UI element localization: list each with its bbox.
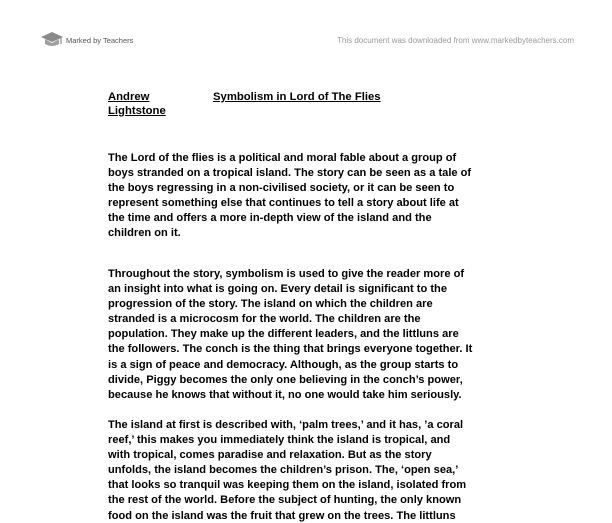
text-line: because he knows that without it, no one would take him seriously. [108, 388, 462, 401]
author-first-name: Andrew [108, 91, 150, 103]
text-line: the boys regressing in a non-civilised society, or it can be seen to [108, 182, 455, 195]
paragraph-symbolism [108, 267, 516, 403]
text-line: the rest of the world. Before the subject of hunting, the only known [108, 494, 462, 507]
text-line: The island at first is described with, ‘palm trees,’ and it has, ’a coral [108, 419, 464, 431]
text-line: divide, Piggy becomes the only one believing in the conch’s power, [108, 373, 463, 386]
text-line: the time and offers a more in-depth view of the island and the [108, 212, 432, 225]
text-line: is a sign of peace and democracy. Although, as the group starts to [108, 358, 459, 371]
text-line: that looks so tranquil was keeping them on the island, isolated from [108, 479, 467, 492]
text-line: food on the island was the fruit that grew on the trees. The littluns [108, 509, 456, 522]
text-line: The Lord of the flies is a political and moral fable about a group of [108, 152, 457, 164]
text-line: children on it. [108, 227, 181, 240]
author-name [108, 90, 178, 118]
text-line: population. They make up the different leaders, and the littluns are [108, 328, 459, 341]
document-header [108, 90, 528, 120]
text-line: an insight into what is going on. Every detail is significant to the [108, 283, 448, 296]
text-line: Throughout the story, symbolism is used to give the reader more of [108, 268, 465, 280]
text-line: stranded is a microcosm for the world. The children are the [108, 313, 421, 326]
text-line: with tropical, comes paradise and relaxation. But as the story [108, 449, 432, 462]
text-line: represent something else that continues to tell a story about life at [108, 197, 459, 210]
author-last-name: Lightstone [108, 105, 166, 117]
paragraph-intro [108, 151, 516, 242]
graduation-cap-icon [40, 31, 64, 49]
text-line: boys stranded on a tropical island. The story can be seen as a tale of [108, 167, 472, 180]
paragraph-island [108, 418, 516, 523]
text-line: reef,’ this makes you immediately think the island is tropical, and [108, 434, 451, 447]
logo-text: Marked by Teachers [66, 35, 134, 45]
text-line: unfolds, the island becomes the children’s prison. The, ‘open sea,’ [108, 464, 459, 477]
text-line: the followers. The conch is the thing that brings everyone together. It [108, 343, 473, 356]
download-note: This document was downloaded from www.markedbyteachers.com [337, 36, 574, 45]
marked-by-teachers-logo [40, 30, 133, 50]
document-title: Symbolism in Lord of The Flies [213, 91, 381, 103]
text-line: progression of the story. The island on which the children are [108, 298, 433, 311]
watermark-bar [0, 0, 612, 62]
